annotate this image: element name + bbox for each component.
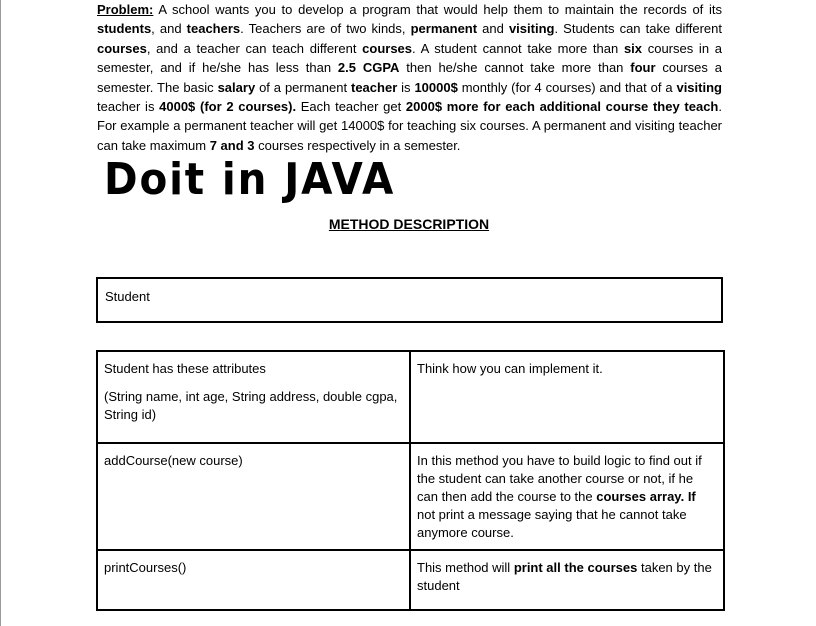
problem-bold: six [623, 40, 643, 56]
problem-text: teacher is [97, 99, 160, 115]
problem-text: . Students can take different [554, 21, 723, 37]
description-bold: If [687, 489, 696, 504]
problem-text: courses in a semester, and if he/she has less than [97, 40, 722, 76]
attributes-list: (String name, int age, String address, double cgpa, String id) [104, 389, 398, 422]
problem-text: , and a teacher can teach different [146, 40, 363, 56]
problem-bold: courses [97, 40, 147, 56]
problem-label: Problem: [97, 2, 154, 17]
problem-text: and [477, 21, 509, 37]
problem-text: . For example a permanent teacher will get 14000$ for teaching six courses. A permanent and visiting teacher can take maximum [97, 99, 722, 153]
problem-bold: students [97, 21, 152, 37]
problem-bold: 2.5 CGPA [337, 60, 400, 76]
method-cell [97, 351, 410, 443]
problem-text: . A student cannot take more than [412, 40, 624, 56]
method-signature: addCourse(new course) [104, 453, 243, 468]
problem-bold: salary [217, 79, 256, 95]
attributes-label: Student has these attributes [104, 361, 266, 376]
class-name: Student [105, 289, 150, 304]
description-cell [410, 550, 724, 610]
problem-text: monthly (for 4 courses) and that of a [457, 79, 677, 95]
description-cell [410, 443, 724, 550]
method-table [96, 350, 725, 611]
description-text: Think how you can implement it. [417, 361, 603, 376]
table-row [97, 351, 724, 443]
description-text: This method will [417, 560, 514, 575]
description-cell [410, 351, 724, 443]
table-row [97, 443, 724, 550]
class-name-box [96, 277, 723, 323]
description-bold: print all the courses [513, 560, 638, 575]
problem-text: . Teachers are of two kinds, [240, 21, 411, 37]
table-row [97, 550, 724, 610]
page-edge-rule [0, 0, 1, 626]
handwritten-note: Doit in JAVA [104, 154, 396, 205]
problem-text: , and [151, 21, 187, 37]
problem-bold: 2000$ more for each additional course they teach [405, 99, 719, 115]
problem-text: A school wants you to develop a program that would help them to maintain the records of its [153, 2, 722, 17]
problem-bold: visiting [508, 21, 555, 37]
section-heading-text: METHOD DESCRIPTION [328, 216, 490, 232]
problem-bold: 7 and 3 [209, 137, 255, 153]
problem-bold: 10000$ [414, 79, 458, 95]
problem-text: Each teacher get [296, 99, 406, 115]
problem-text: is [397, 79, 415, 95]
problem-text: of a permanent [255, 79, 351, 95]
section-heading [0, 216, 816, 232]
method-signature: printCourses() [104, 560, 187, 575]
problem-text: courses a semester. The basic [97, 60, 722, 95]
description-text: taken by the student [417, 560, 712, 593]
problem-statement [97, 0, 722, 155]
problem-bold: permanent [410, 21, 478, 37]
method-cell [97, 550, 410, 610]
problem-bold: teacher [351, 79, 398, 95]
problem-bold: teachers [186, 21, 241, 37]
problem-bold: visiting [676, 79, 722, 95]
problem-bold: courses [362, 40, 413, 56]
problem-bold: four [630, 60, 656, 76]
description-text: not print a message saying that he cannot take anymore course. [417, 507, 687, 540]
problem-text: then he/she cannot take more than [399, 60, 631, 76]
description-text: In this method you have to build logic to find out if the student can take another course or not, if he can then add the course to the [417, 453, 702, 504]
problem-bold: 4000$ (for 2 courses). [159, 99, 297, 115]
method-cell [97, 443, 410, 550]
problem-text: courses respectively in a semester. [254, 137, 461, 153]
description-bold: courses array. [596, 489, 685, 504]
